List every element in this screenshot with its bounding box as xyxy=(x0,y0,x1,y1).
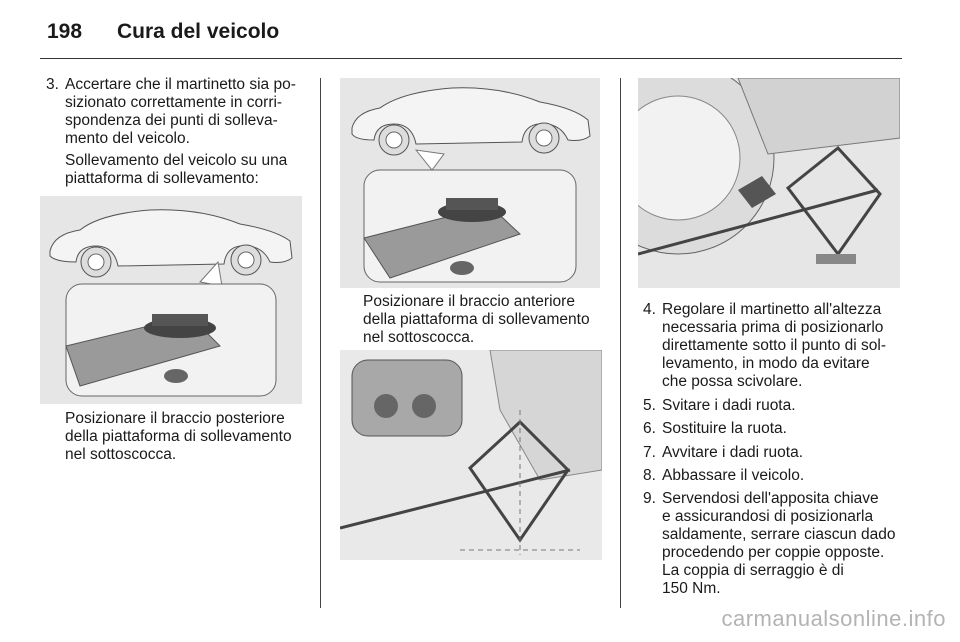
step-line: Abbassare il veicolo. xyxy=(662,467,805,484)
step-text xyxy=(662,301,886,391)
figure-jack-position xyxy=(340,350,602,560)
step-number: 4. xyxy=(643,301,656,318)
page-number: 198 xyxy=(47,20,83,43)
intro-line: piattaforma di sollevamento: xyxy=(65,170,259,187)
front-caption xyxy=(363,293,590,347)
watermark: carmanualsonline.info xyxy=(721,606,946,631)
lift-intro xyxy=(65,152,287,188)
step-line: procedendo per coppie opposte. xyxy=(662,544,885,561)
step-line: mento del veicolo. xyxy=(65,130,190,147)
step-line: che possa scivolare. xyxy=(662,373,803,390)
step-text xyxy=(662,490,896,598)
step-line: saldamente, serrare ciascun dado xyxy=(662,526,896,543)
step-line: e assicurandosi di posizionarla xyxy=(662,508,874,525)
step-line: Accertare che il martinetto sia po- xyxy=(65,76,296,93)
caption-line: Posizionare il braccio anteriore xyxy=(363,293,575,310)
step-line: levamento, in modo da evitare xyxy=(662,355,870,372)
step-line: Regolare il martinetto all'altezza xyxy=(662,301,882,318)
step-number: 9. xyxy=(643,490,656,507)
caption-line: nel sottoscocca. xyxy=(65,446,177,463)
caption-line: della piattaforma di sollevamento xyxy=(363,311,590,328)
step-line: La coppia di serraggio è di xyxy=(662,562,844,579)
figure-rear-lift-arm xyxy=(40,196,302,404)
step-text xyxy=(662,420,787,438)
caption-line: della piattaforma di sollevamento xyxy=(65,428,292,445)
header-rule xyxy=(40,58,902,59)
column-divider-right xyxy=(620,78,621,608)
step-line: spondenza dei punti di solleva- xyxy=(65,112,278,129)
rear-caption xyxy=(65,410,292,464)
caption-line: nel sottoscocca. xyxy=(363,329,475,346)
page-title: Cura del veicolo xyxy=(117,20,280,43)
step-number: 6. xyxy=(643,420,656,437)
intro-line: Sollevamento del veicolo su una xyxy=(65,152,288,169)
step-text xyxy=(662,397,796,415)
step-text xyxy=(662,467,804,485)
step-text xyxy=(65,76,296,148)
step-line: necessaria prima di posizionarlo xyxy=(662,319,884,336)
step-number: 5. xyxy=(643,397,656,414)
step-line: 150 Nm. xyxy=(662,580,721,597)
step-number: 7. xyxy=(643,444,656,461)
figure-wheel-jack xyxy=(638,78,900,288)
step-line: sizionato correttamente in corri- xyxy=(65,94,283,111)
column-divider-left xyxy=(320,78,321,608)
step-line: Sostituire la ruota. xyxy=(662,420,787,437)
caption-line: Posizionare il braccio posteriore xyxy=(65,410,285,427)
step-line: direttamente sotto il punto di sol- xyxy=(662,337,887,354)
step-number: 8. xyxy=(643,467,656,484)
step-number: 3. xyxy=(46,76,59,93)
step-line: Avvitare i dadi ruota. xyxy=(662,444,804,461)
step-line: Servendosi dell'apposita chiave xyxy=(662,490,879,507)
figure-front-lift-arm xyxy=(340,78,600,288)
step-text xyxy=(662,444,803,462)
step-line: Svitare i dadi ruota. xyxy=(662,397,796,414)
